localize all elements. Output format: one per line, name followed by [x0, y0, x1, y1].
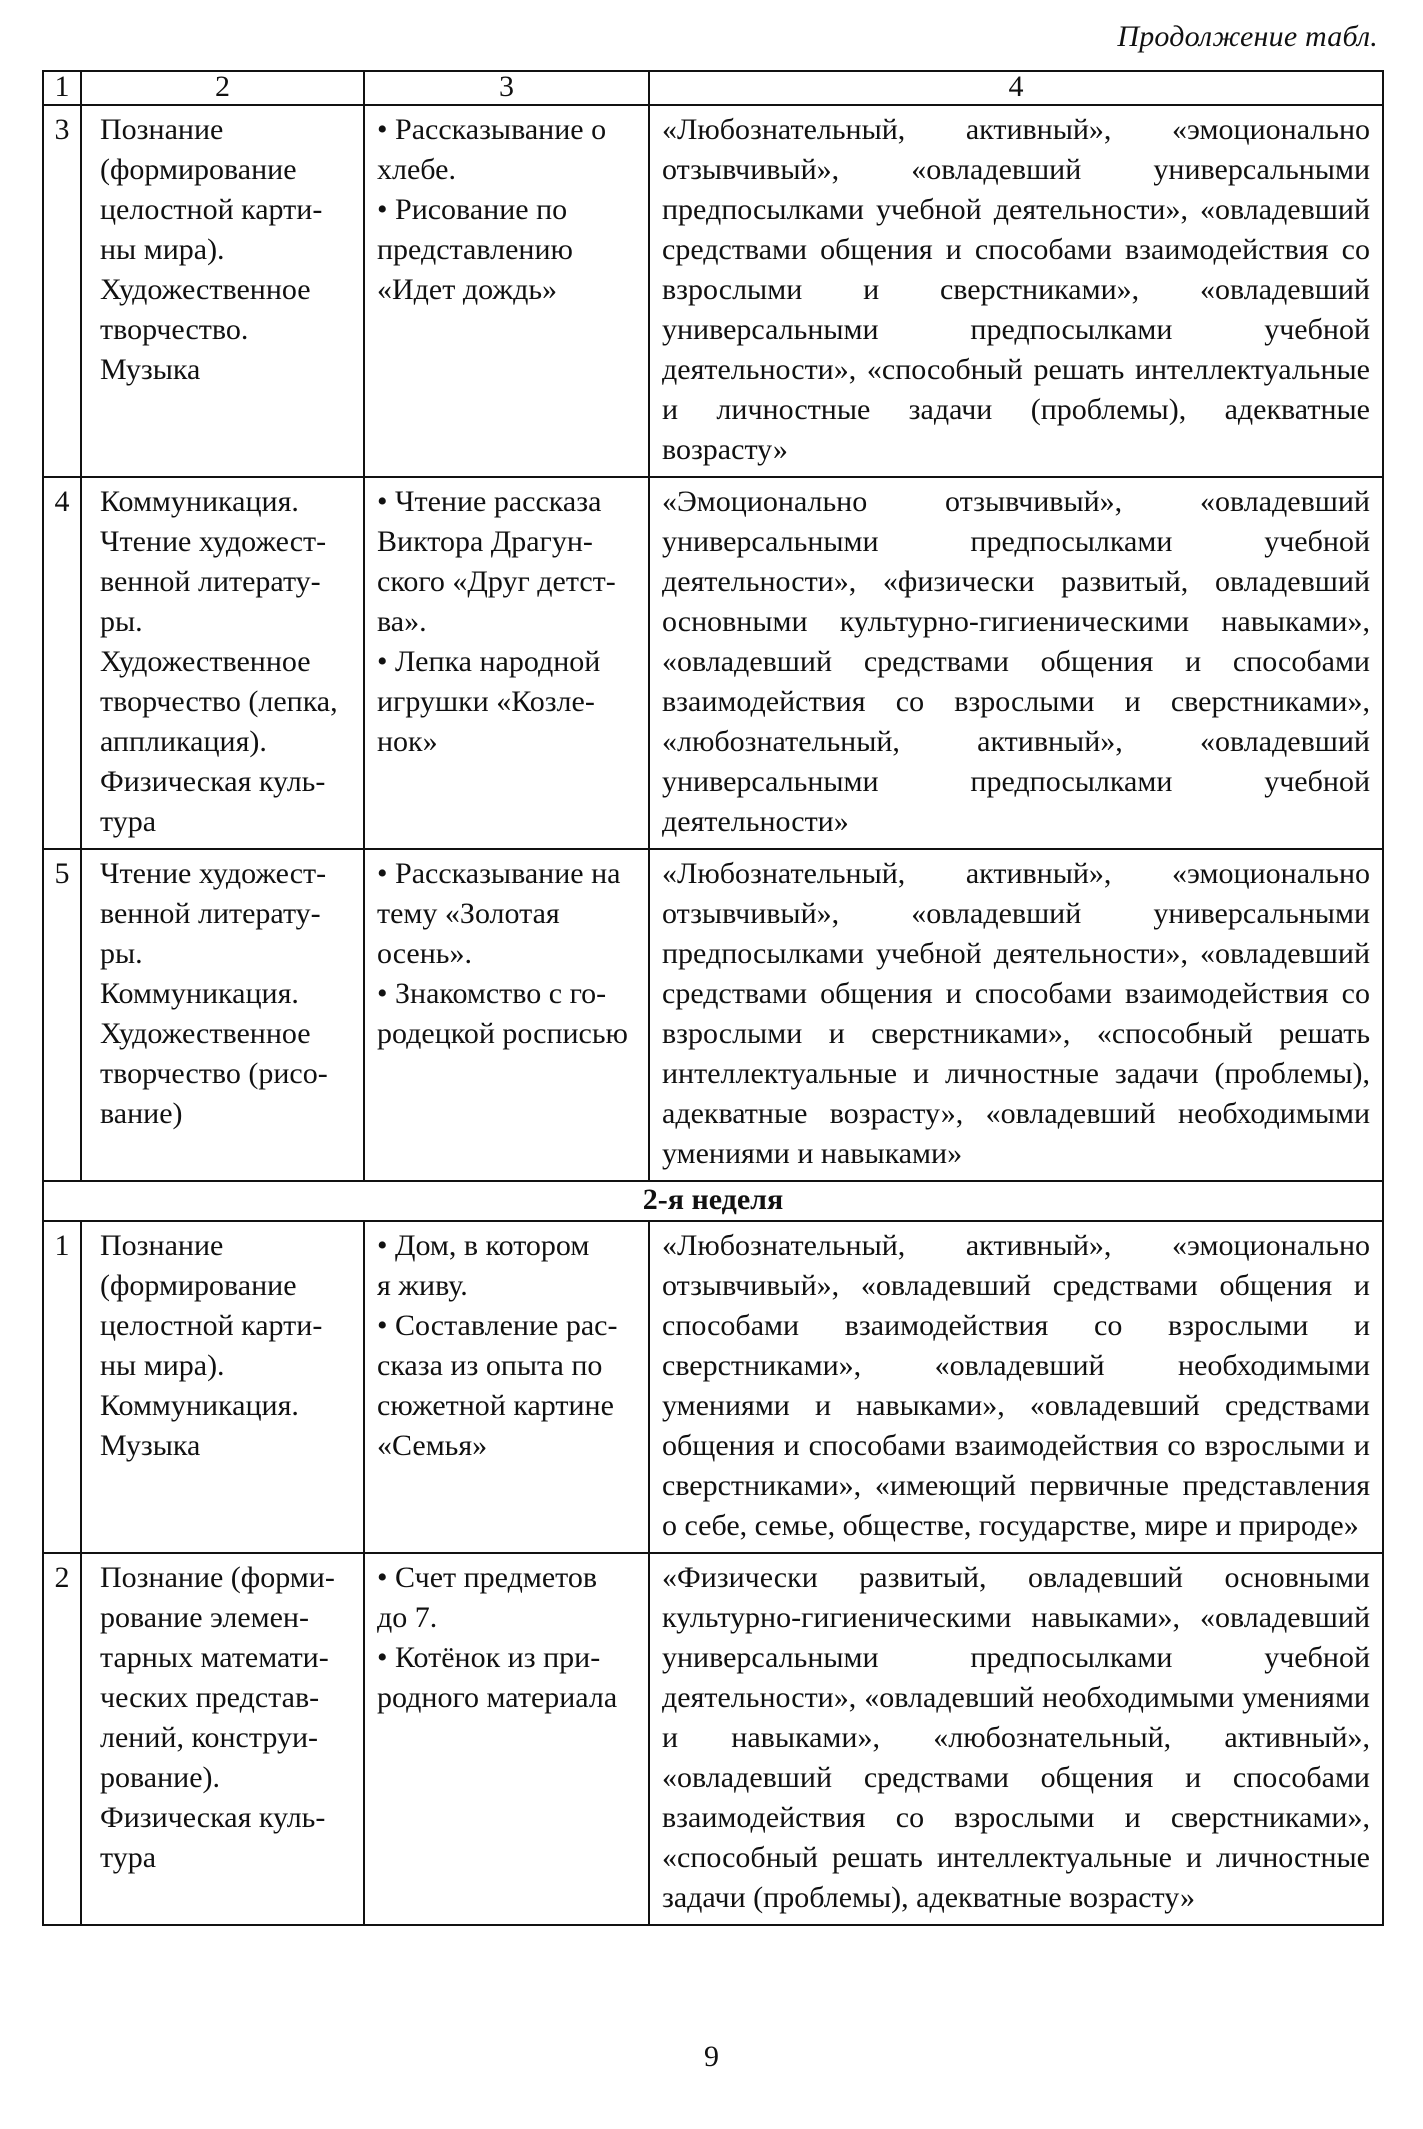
educational-areas-cell — [81, 105, 364, 477]
educational-area-line: венной литерату- — [100, 897, 321, 930]
educational-area-line: венной литерату- — [100, 565, 321, 598]
table-row — [43, 477, 1383, 849]
integrative-qualities-text: «Эмоционально отзывчивый», «овладевший универсальными предпосылками учебной деятельности», «физически развитый, овладевший основными культурно-гигиеническими навыками», «овладевший средствами общения и способами взаимодействия со взрослыми и сверстниками», «любознательный, активный», «овладевший универсальными предпосылками учебной деятельности» — [662, 485, 1370, 838]
activities-cell — [364, 849, 649, 1181]
week2-heading-body — [43, 1181, 1383, 1221]
activity-line: до 7. — [377, 1601, 438, 1634]
educational-area-line: Чтение художест- — [100, 525, 327, 558]
educational-area-line: ры. — [100, 605, 143, 638]
educational-area-line: Художественное — [100, 273, 311, 306]
activity-line: ва». — [377, 605, 427, 638]
educational-area-line: ны мира). — [100, 1349, 225, 1382]
educational-area-line: целостной карти- — [100, 1309, 323, 1342]
activity-line: родного материала — [377, 1681, 618, 1714]
educational-area-line: Коммуникация. — [100, 977, 299, 1010]
educational-area-line: Физическая куль- — [100, 765, 326, 798]
integrative-qualities-text: «Любознательный, активный», «эмоционально отзывчивый», «овладевший универсальными предпосылками учебной деятельности», «овладевший средствами общения и способами взаимодействия со взрослыми и сверстниками», «способный решать интеллектуальные и личностные задачи (проблемы), адекватные возрасту», «овладевший необходимыми умениями и навыками» — [662, 857, 1370, 1170]
activity-line: сюжетной картине — [377, 1389, 614, 1422]
column-header: 3 — [364, 71, 649, 105]
integrative-qualities-text: «Физически развитый, овладевший основными культурно-гигиеническими навыками», «овладевший универсальными предпосылками учебной деятельности», «овладевший необходимыми умениями и навыками», «любознательный, активный», «овладевший средствами общения и способами взаимодействия со взрослыми и сверстниками», «способный решать интеллектуальные и личностные задачи (проблемы), адекватные возрасту» — [662, 1561, 1370, 1914]
activity-line: нок» — [377, 725, 438, 758]
educational-areas-cell — [81, 849, 364, 1181]
week-heading-row — [43, 1181, 1383, 1221]
table-continuation-label: Продолжение табл. — [1117, 20, 1378, 53]
column-number-row — [43, 71, 1383, 105]
activity-line: • Составление рас- — [377, 1309, 618, 1342]
educational-area-line: Познание (форми- — [100, 1561, 335, 1594]
integrative-qualities-text: «Любознательный, активный», «эмоционально отзывчивый», «овладевший универсальными предпосылками учебной деятельности», «овладевший средствами общения и способами взаимодействия со взрослыми и сверстниками», «овладевший универсальными предпосылками учебной деятельности», «способный решать интеллектуальные и личностные задачи (проблемы), адекватные возрасту» — [662, 113, 1370, 466]
activity-line: «Семья» — [377, 1429, 488, 1462]
activity-line: • Лепка народной — [377, 645, 601, 678]
educational-area-line: аппликация). — [100, 725, 267, 758]
educational-areas-cell — [81, 1553, 364, 1925]
integrative-qualities-text: «Любознательный, активный», «эмоционально отзывчивый», «овладевший средствами общения и способами взаимодействия со взрослыми и сверстниками», «овладевший необходимыми умениями и навыками», «овладевший средствами общения и способами взаимодействия со взрослыми и сверстниками», «имеющий первичные представления о себе, семье, обществе, государстве, мире и природе» — [662, 1229, 1370, 1542]
activity-line: родецкой росписью — [377, 1017, 628, 1050]
activity-line: Виктора Драгун- — [377, 525, 593, 558]
integrative-qualities-cell — [649, 1553, 1383, 1925]
educational-area-line: творчество (лепка, — [100, 685, 338, 718]
educational-area-line: рование). — [100, 1761, 220, 1794]
activities-cell — [364, 1553, 649, 1925]
activities-cell — [364, 1221, 649, 1553]
integrative-qualities-cell — [649, 1221, 1383, 1553]
table-row — [43, 849, 1383, 1181]
educational-area-line: целостной карти- — [100, 193, 323, 226]
activity-line: • Рассказывание о — [377, 113, 607, 146]
educational-area-line: творчество. — [100, 313, 249, 346]
educational-area-line: тарных математи- — [100, 1641, 329, 1674]
educational-area-line: Чтение художест- — [100, 857, 327, 890]
row-number: 3 — [43, 105, 81, 477]
educational-area-line: рование элемен- — [100, 1601, 309, 1634]
page-number: 9 — [704, 2040, 719, 2073]
educational-area-line: ны мира). — [100, 233, 225, 266]
activity-line: я живу. — [377, 1269, 468, 1302]
educational-area-line: творчество (рисо- — [100, 1057, 328, 1090]
activity-line: сказа из опыта по — [377, 1349, 603, 1382]
educational-area-line: (формирование — [100, 153, 297, 186]
week2-body — [43, 1221, 1383, 1925]
column-header: 4 — [649, 71, 1383, 105]
column-header: 2 — [81, 71, 364, 105]
row-number: 2 — [43, 1553, 81, 1925]
activity-line: представлению — [377, 233, 573, 266]
educational-area-line: Художественное — [100, 1017, 311, 1050]
table-row — [43, 1221, 1383, 1553]
activities-cell — [364, 477, 649, 849]
educational-area-line: Физическая куль- — [100, 1801, 326, 1834]
week-heading: 2-я неделя — [43, 1181, 1383, 1221]
activity-line: • Рассказывание на — [377, 857, 621, 890]
educational-area-line: Художественное — [100, 645, 311, 678]
educational-area-line: Музыка — [100, 353, 201, 386]
educational-area-line: Познание — [100, 113, 224, 146]
educational-area-line: тура — [100, 805, 157, 838]
row-number: 4 — [43, 477, 81, 849]
table-row — [43, 105, 1383, 477]
curriculum-table — [42, 70, 1384, 1926]
week1-body — [43, 105, 1383, 1181]
educational-area-line: тура — [100, 1841, 157, 1874]
row-number: 1 — [43, 1221, 81, 1553]
column-header: 1 — [43, 71, 81, 105]
activity-line: тему «Золотая — [377, 897, 560, 930]
integrative-qualities-cell — [649, 105, 1383, 477]
activity-line: • Котёнок из при- — [377, 1641, 601, 1674]
activity-line: ского «Друг детст- — [377, 565, 616, 598]
educational-area-line: Музыка — [100, 1429, 201, 1462]
educational-area-line: ры. — [100, 937, 143, 970]
integrative-qualities-cell — [649, 849, 1383, 1181]
table-row — [43, 1553, 1383, 1925]
integrative-qualities-cell — [649, 477, 1383, 849]
activity-line: • Рисование по — [377, 193, 568, 226]
activity-line: • Знакомство с го- — [377, 977, 607, 1010]
educational-area-line: Коммуникация. — [100, 1389, 299, 1422]
activity-line: • Счет предметов — [377, 1561, 598, 1594]
educational-area-line: ческих представ- — [100, 1681, 320, 1714]
educational-area-line: Познание — [100, 1229, 224, 1262]
educational-areas-cell — [81, 477, 364, 849]
activity-line: хлебе. — [377, 153, 456, 186]
activities-cell — [364, 105, 649, 477]
activity-line: «Идет дождь» — [377, 273, 558, 306]
activity-line: осень». — [377, 937, 472, 970]
educational-area-line: лений, конструи- — [100, 1721, 318, 1754]
educational-areas-cell — [81, 1221, 364, 1553]
educational-area-line: Коммуникация. — [100, 485, 299, 518]
educational-area-line: вание) — [100, 1097, 183, 1130]
activity-line: • Дом, в котором — [377, 1229, 590, 1262]
row-number: 5 — [43, 849, 81, 1181]
activity-line: игрушки «Козле- — [377, 685, 595, 718]
educational-area-line: (формирование — [100, 1269, 297, 1302]
activity-line: • Чтение рассказа — [377, 485, 602, 518]
